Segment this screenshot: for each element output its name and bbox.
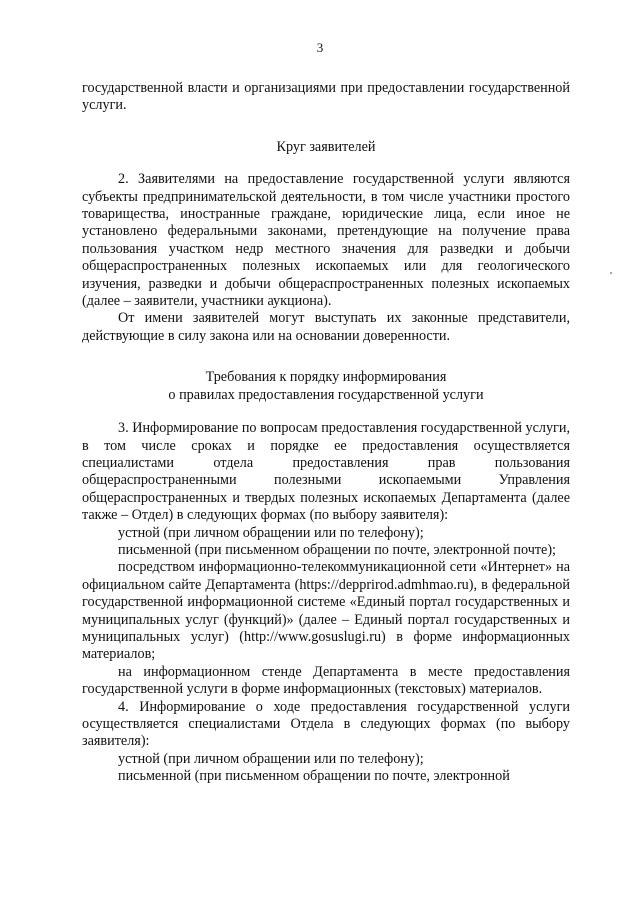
document-body [82, 80, 570, 786]
section-heading-applicants: Круг заявителей [276, 138, 376, 155]
section-heading-informing-line1: Требования к порядку информирования [205, 369, 447, 386]
paragraph-item-4: 4. Информирование о ходе предоставления государственной услуги осуществляется специалистами Отдела в следующих формах (по выбору заявителя): [82, 698, 570, 750]
list-item-internet: посредством информационно-телекоммуникационной сети «Интернет» на официальном сайте Департамента (https://depprirod.admhmao.ru), в федеральной государственной информационной системе «Единый портал государственных и муниципальных услуг (функций)» (далее – Единый портал государственных и муниципальных услуг) (http://www.gosuslugi.ru) в форме информационных материалов; [82, 559, 570, 663]
list-item-oral-2: устной (при личном обращении или по телефону); [118, 750, 424, 767]
scan-speck [610, 272, 612, 274]
paragraph-representatives: От имени заявителей могут выступать их законные представители, действующие в силу закона или на основании доверенности. [82, 310, 570, 344]
list-item-written-2: письменной (при письменном обращении по почте, электронной [118, 768, 510, 785]
list-item-oral: устной (при личном обращении или по телефону); [118, 524, 424, 541]
section-heading-informing [82, 369, 570, 404]
paragraph-item-2: 2. Заявителями на предоставление государственной услуги являются субъекты предпринимательской деятельности, в том числе участники простого товарищества, иностранные граждане, юридические лица, если иное не установлено федеральными законами, претендующие на получение права пользования участком недр местного значения для разведки и добычи общераспространенных полезных ископаемых или для геологического изучения, разведки и добычи общераспространенных полезных ископаемых (далее – заявители, участники аукциона). [82, 171, 570, 310]
list-item-info-stand: на информационном стенде Департамента в месте предоставления государственной услуги в форме информационных (текстовых) материалов. [82, 663, 570, 698]
paragraph-item-3: 3. Информирование по вопросам предоставления государственной услуги, в том числе сроках и порядке ее предоставления осуществляется специалистами отдела предоставления прав пользования общераспространенными полезными ископаемыми Управления общераспространенных и твердых полезных ископаемых Департамента (далее также – Отдел) в следующих формах (по выбору заявителя): [82, 420, 570, 524]
section-heading-informing-line2: о правилах предоставления государственной услуги [168, 386, 484, 403]
page-number: 3 [316, 40, 324, 55]
list-item-written: письменной (при письменном обращении по почте, электронной почте); [118, 541, 556, 558]
paragraph-continuation: государственной власти и организациями при предоставлении государственной услуги. [82, 80, 570, 114]
